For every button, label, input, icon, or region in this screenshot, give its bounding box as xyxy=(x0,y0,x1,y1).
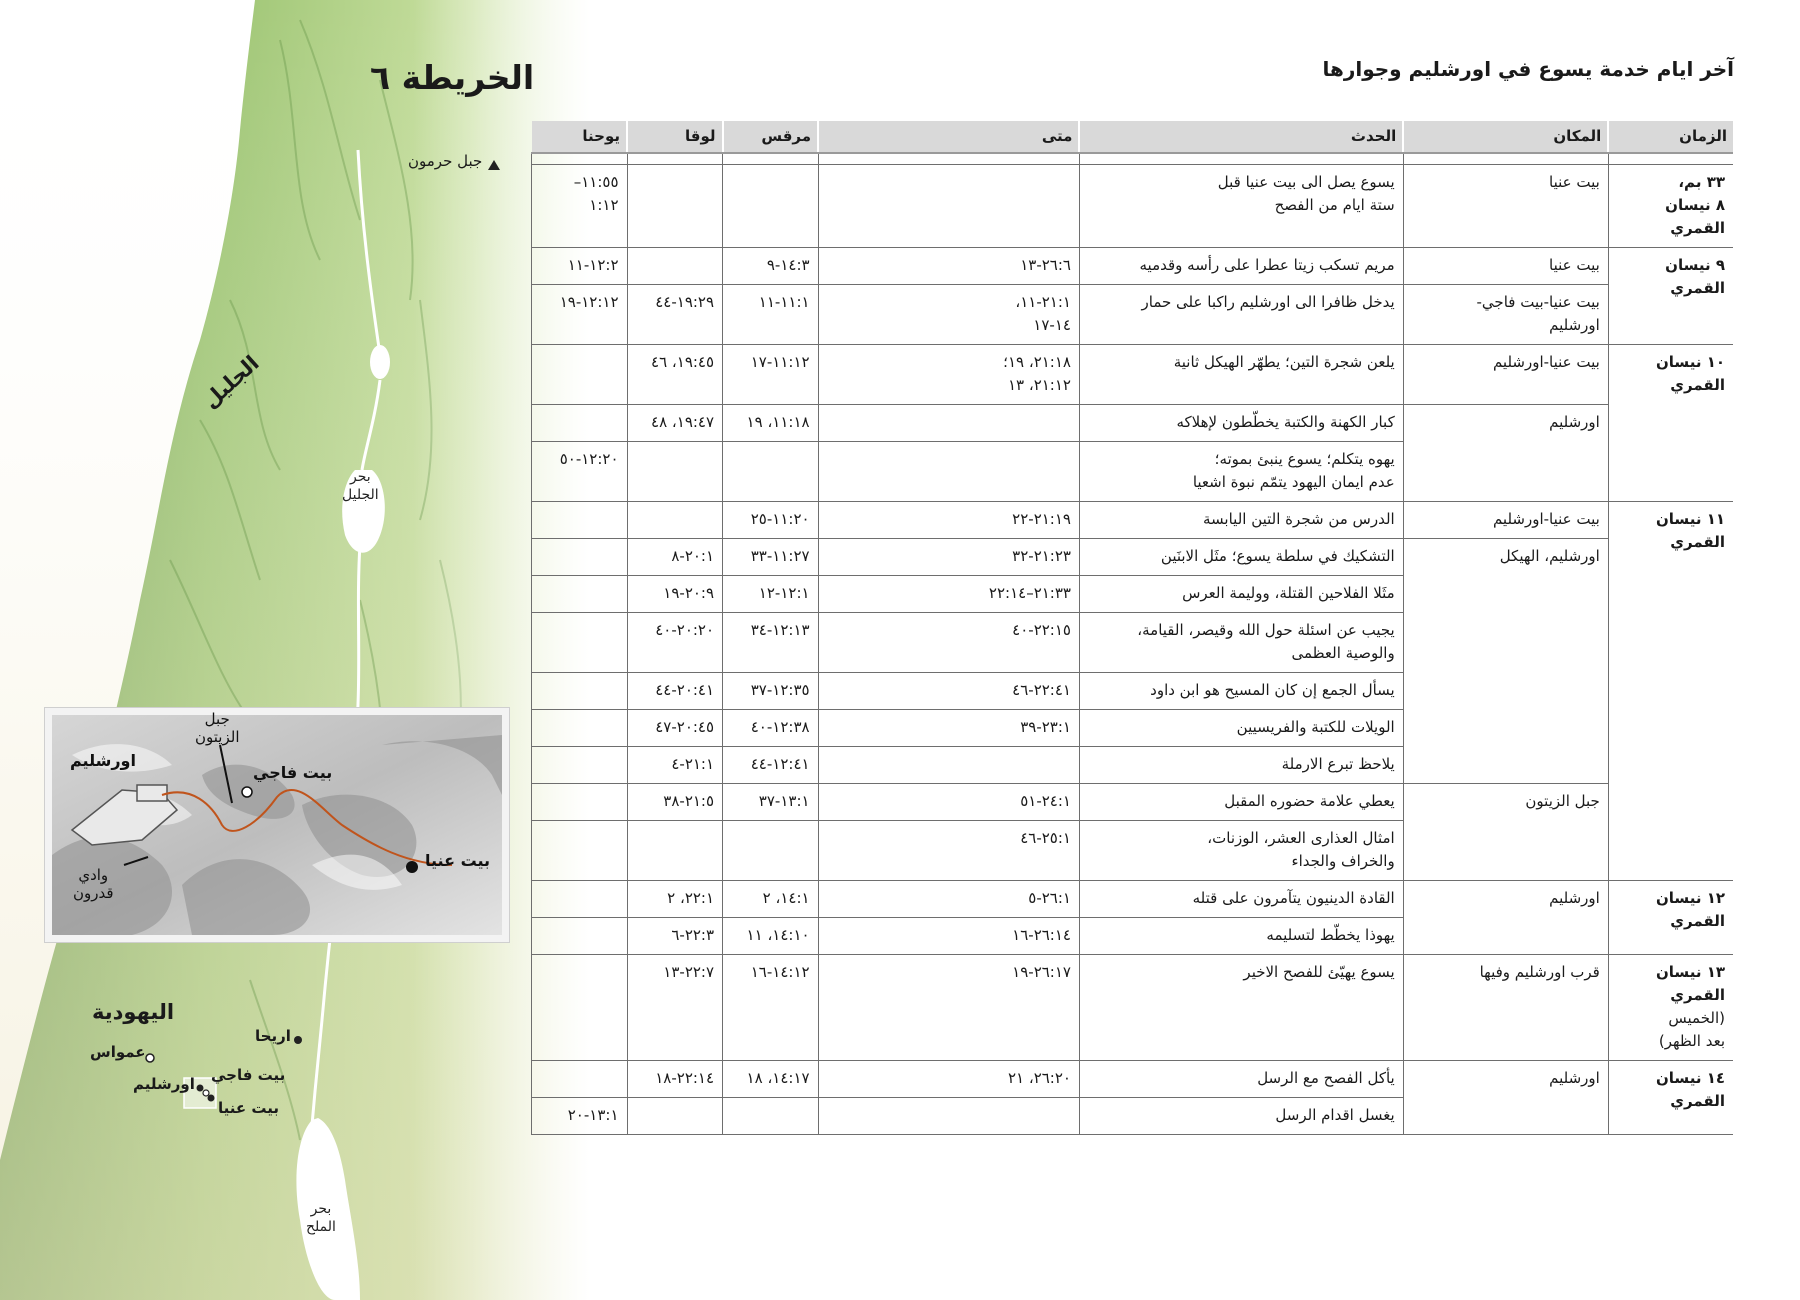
event-cell: يسوع يصل الى بيت عنيا قبل ستة ايام من الفصح xyxy=(1079,165,1403,248)
john-cell: ١١:٥٥– ١:١٢ xyxy=(532,165,628,248)
mark-cell: ١٤:١٧، ١٨ xyxy=(723,1061,819,1098)
matthew-cell: ٢١:١٩-٢٢ xyxy=(818,502,1079,539)
luke-cell: ٢١:١-٤ xyxy=(627,747,723,784)
event-cell: يلاحظ تبرع الارملة xyxy=(1079,747,1403,784)
john-cell xyxy=(532,955,628,1061)
place-cell: بيت عنيا-اورشليم xyxy=(1403,502,1608,539)
event-cell: التشكيك في سلطة يسوع؛ مثَل الابنَين xyxy=(1079,539,1403,576)
header-mark: مرقس xyxy=(723,121,819,153)
luke-cell: ١٩:٤٧، ٤٨ xyxy=(627,405,723,442)
luke-cell xyxy=(627,442,723,502)
luke-cell xyxy=(627,821,723,881)
bethphage-dot xyxy=(203,1090,209,1096)
inset-label-bethphage: بيت فاجي xyxy=(253,763,333,782)
time-cell: ١٤ نيسان القمري xyxy=(1608,1061,1733,1135)
john-cell: ١٢:٢٠-٥٠ xyxy=(532,442,628,502)
place-cell: جبل الزيتون xyxy=(1403,784,1608,881)
john-cell xyxy=(532,405,628,442)
matthew-cell: ٢٤:١-٥١ xyxy=(818,784,1079,821)
event-cell: يسأل الجمع إن كان المسيح هو ابن داود xyxy=(1079,673,1403,710)
mark-cell: ١١:٢٠-٢٥ xyxy=(723,502,819,539)
luke-cell: ٢٢:١، ٢ xyxy=(627,881,723,918)
matthew-cell: ٢١:١-١١، ١٤-١٧ xyxy=(818,285,1079,345)
luke-cell xyxy=(627,502,723,539)
matthew-cell xyxy=(818,1098,1079,1135)
table-row xyxy=(532,502,1734,539)
jericho-dot xyxy=(294,1036,302,1044)
john-cell xyxy=(532,539,628,576)
header-matthew: متى xyxy=(818,121,1079,153)
table-header-row xyxy=(532,121,1734,153)
map-title: الخريطة ٦ xyxy=(370,58,535,97)
luke-cell: ٢٢:١٤-١٨ xyxy=(627,1061,723,1098)
matthew-cell: ٢٦:١٤-١٦ xyxy=(818,918,1079,955)
john-cell xyxy=(532,710,628,747)
john-cell xyxy=(532,821,628,881)
table-row xyxy=(532,345,1734,405)
mark-cell: ١٤:١٢-١٦ xyxy=(723,955,819,1061)
mark-cell: ١١:١٨، ١٩ xyxy=(723,405,819,442)
table-row xyxy=(532,784,1734,821)
jerusalem-dot xyxy=(197,1085,204,1092)
label-bethphage: بيت فاجي xyxy=(211,1066,286,1084)
matthew-cell xyxy=(818,747,1079,784)
luke-cell: ٢٠:١-٨ xyxy=(627,539,723,576)
luke-cell xyxy=(627,248,723,285)
table-row xyxy=(532,285,1734,345)
mark-cell: ١٤:٣-٩ xyxy=(723,248,819,285)
luke-cell xyxy=(627,1098,723,1135)
label-bethany: بيت عنيا xyxy=(218,1099,279,1117)
inset-label-kidron: وادي قدرون xyxy=(73,866,114,902)
mark-cell: ١٤:١، ٢ xyxy=(723,881,819,918)
event-cell: القادة الدينيون يتآمرون على قتله xyxy=(1079,881,1403,918)
place-cell: بيت عنيا-اورشليم xyxy=(1403,345,1608,405)
john-cell: ١٢:١٢-١٩ xyxy=(532,285,628,345)
place-cell: بيت عنيا xyxy=(1403,248,1608,285)
label-sea-of-galilee: بحر الجليل xyxy=(342,469,379,503)
luke-cell: ٢٠:٤١-٤٤ xyxy=(627,673,723,710)
label-jerusalem: اورشليم xyxy=(133,1075,195,1093)
event-cell: يغسل اقدام الرسل xyxy=(1079,1098,1403,1135)
place-cell: اورشليم xyxy=(1403,1061,1608,1135)
mark-cell xyxy=(723,1098,819,1135)
label-mount-hermon: جبل حرمون xyxy=(408,152,483,170)
place-cell: بيت عنيا-بيت فاجي- اورشليم xyxy=(1403,285,1608,345)
table-row xyxy=(532,539,1734,576)
mark-cell: ١٢:٣٨-٤٠ xyxy=(723,710,819,747)
mark-cell xyxy=(723,821,819,881)
inset-label-mount-olives: جبل الزيتون xyxy=(195,710,240,746)
table-row xyxy=(532,165,1734,248)
luke-cell: ٢٠:٩-١٩ xyxy=(627,576,723,613)
label-galilee: الجليل xyxy=(198,350,264,414)
matthew-cell: ٢٢:٤١-٤٦ xyxy=(818,673,1079,710)
inset-label-bethany: بيت عنيا xyxy=(425,851,491,870)
label-emmaus: عمواس xyxy=(90,1043,146,1061)
header-event: الحدث xyxy=(1079,121,1403,153)
matthew-cell: ٢٦:١-٥ xyxy=(818,881,1079,918)
header-luke: لوقا xyxy=(627,121,723,153)
matthew-cell: ٢١:٣٣–٢٢:١٤ xyxy=(818,576,1079,613)
bethany-dot xyxy=(208,1095,215,1102)
john-cell: ١٣:١-٢٠ xyxy=(532,1098,628,1135)
john-cell xyxy=(532,881,628,918)
time-cell: ٣٣ بم، ٨ نيسان القمري xyxy=(1608,165,1733,248)
luke-cell: ٢٠:٢٠-٤٠ xyxy=(627,613,723,673)
luke-cell: ٢١:٥-٣٨ xyxy=(627,784,723,821)
john-cell xyxy=(532,613,628,673)
header-time: الزمان xyxy=(1608,121,1733,153)
mark-cell xyxy=(723,165,819,248)
map-panel xyxy=(0,0,590,1300)
mark-cell: ١٢:١٣-٣٤ xyxy=(723,613,819,673)
event-cell: يجيب عن اسئلة حول الله وقيصر، القيامة، والوصية العظمى xyxy=(1079,613,1403,673)
event-cell: يسوع يهيّئ للفصح الاخير xyxy=(1079,955,1403,1061)
matthew-cell: ٢٦:٦-١٣ xyxy=(818,248,1079,285)
event-cell: امثال العذارى العشر، الوزنات، والخراف والجداء xyxy=(1079,821,1403,881)
time-cell: ١١ نيسان القمري xyxy=(1608,502,1733,881)
luke-cell: ٢٢:٣-٦ xyxy=(627,918,723,955)
mark-cell xyxy=(723,442,819,502)
lake-huleh xyxy=(370,345,390,379)
john-cell xyxy=(532,747,628,784)
luke-cell: ٢٢:٧-١٣ xyxy=(627,955,723,1061)
event-cell: الدرس من شجرة التين اليابسة xyxy=(1079,502,1403,539)
matthew-cell xyxy=(818,165,1079,248)
luke-cell xyxy=(627,165,723,248)
header-john: يوحنا xyxy=(532,121,628,153)
relief-map xyxy=(0,0,590,1300)
inset-bethany-dot xyxy=(406,861,418,873)
mark-cell: ١٣:١-٣٧ xyxy=(723,784,819,821)
matthew-cell xyxy=(818,405,1079,442)
mark-cell: ١٤:١٠، ١١ xyxy=(723,918,819,955)
luke-cell: ١٩:٢٩-٤٤ xyxy=(627,285,723,345)
time-cell: ٩ نيسان القمري xyxy=(1608,248,1733,345)
luke-cell: ٢٠:٤٥-٤٧ xyxy=(627,710,723,747)
matthew-cell xyxy=(818,442,1079,502)
mark-cell: ١٢:١-١٢ xyxy=(723,576,819,613)
event-cell: يهوذا يخطّط لتسليمه xyxy=(1079,918,1403,955)
place-cell: اورشليم xyxy=(1403,881,1608,955)
table-row xyxy=(532,881,1734,918)
place-cell: بيت عنيا xyxy=(1403,165,1608,248)
matthew-cell: ٢٦:٢٠، ٢١ xyxy=(818,1061,1079,1098)
table-row xyxy=(532,955,1734,1061)
john-cell xyxy=(532,576,628,613)
john-cell: ١٢:٢-١١ xyxy=(532,248,628,285)
mark-cell: ١٢:٤١-٤٤ xyxy=(723,747,819,784)
event-cell: الويلات للكتبة والفريسيين xyxy=(1079,710,1403,747)
mark-cell: ١١:١٢-١٧ xyxy=(723,345,819,405)
event-cell: يأكل الفصح مع الرسل xyxy=(1079,1061,1403,1098)
place-cell: اورشليم xyxy=(1403,405,1608,502)
john-cell xyxy=(532,345,628,405)
mark-cell: ١٢:٣٥-٣٧ xyxy=(723,673,819,710)
place-cell: قرب اورشليم وفيها xyxy=(1403,955,1608,1061)
event-cell: يدخل ظافرا الى اورشليم راكبا على حمار xyxy=(1079,285,1403,345)
matthew-cell: ٢٥:١-٤٦ xyxy=(818,821,1079,881)
matthew-cell: ٢٣:١-٣٩ xyxy=(818,710,1079,747)
matthew-cell: ٢٢:١٥-٤٠ xyxy=(818,613,1079,673)
event-cell: مريم تسكب زيتا عطرا على رأسه وقدميه xyxy=(1079,248,1403,285)
header-place: المكان xyxy=(1403,121,1608,153)
event-cell: يهوه يتكلم؛ يسوع ينبئ بموته؛ عدم ايمان اليهود يتمّم نبوة اشعيا xyxy=(1079,442,1403,502)
event-cell: مثَلا الفلاحين القتلة، ووليمة العرس xyxy=(1079,576,1403,613)
time-cell: ١٠ نيسان القمري xyxy=(1608,345,1733,502)
john-cell xyxy=(532,673,628,710)
inset-map xyxy=(45,708,509,942)
label-judea: اليهودية xyxy=(92,1000,175,1024)
mark-cell: ١١:١-١١ xyxy=(723,285,819,345)
event-cell: يعطي علامة حضوره المقبل xyxy=(1079,784,1403,821)
place-cell: اورشليم، الهيكل xyxy=(1403,539,1608,784)
time-cell: ١٢ نيسان القمري xyxy=(1608,881,1733,955)
john-cell xyxy=(532,502,628,539)
table-row xyxy=(532,405,1734,442)
label-jericho: اريحا xyxy=(255,1027,291,1045)
table-row xyxy=(532,1061,1734,1098)
chronology-table xyxy=(531,121,1733,1135)
john-cell xyxy=(532,1061,628,1098)
inset-bethphage-dot xyxy=(242,787,252,797)
emmaus-dot xyxy=(146,1054,154,1062)
table-row xyxy=(532,248,1734,285)
john-cell xyxy=(532,784,628,821)
matthew-cell: ٢١:٢٣-٣٢ xyxy=(818,539,1079,576)
page-title: آخر ايام خدمة يسوع في اورشليم وجوارها xyxy=(1322,57,1734,81)
john-cell xyxy=(532,918,628,955)
inset-label-jerusalem: اورشليم xyxy=(70,751,136,770)
time-cell: ١٣ نيسان القمري (الخميس بعد الظهر) xyxy=(1608,955,1733,1061)
event-cell: كبار الكهنة والكتبة يخطّطون لإهلاكه xyxy=(1079,405,1403,442)
event-cell: يلعن شجرة التين؛ يطهّر الهيكل ثانية xyxy=(1079,345,1403,405)
mark-cell: ١١:٢٧-٣٣ xyxy=(723,539,819,576)
matthew-cell: ٢١:١٨، ١٩؛ ٢١:١٢، ١٣ xyxy=(818,345,1079,405)
luke-cell: ١٩:٤٥، ٤٦ xyxy=(627,345,723,405)
label-dead-sea: بحر الملح xyxy=(306,1201,336,1235)
inset-relief xyxy=(52,715,502,935)
matthew-cell: ٢٦:١٧-١٩ xyxy=(818,955,1079,1061)
spacer-row xyxy=(532,153,1734,165)
